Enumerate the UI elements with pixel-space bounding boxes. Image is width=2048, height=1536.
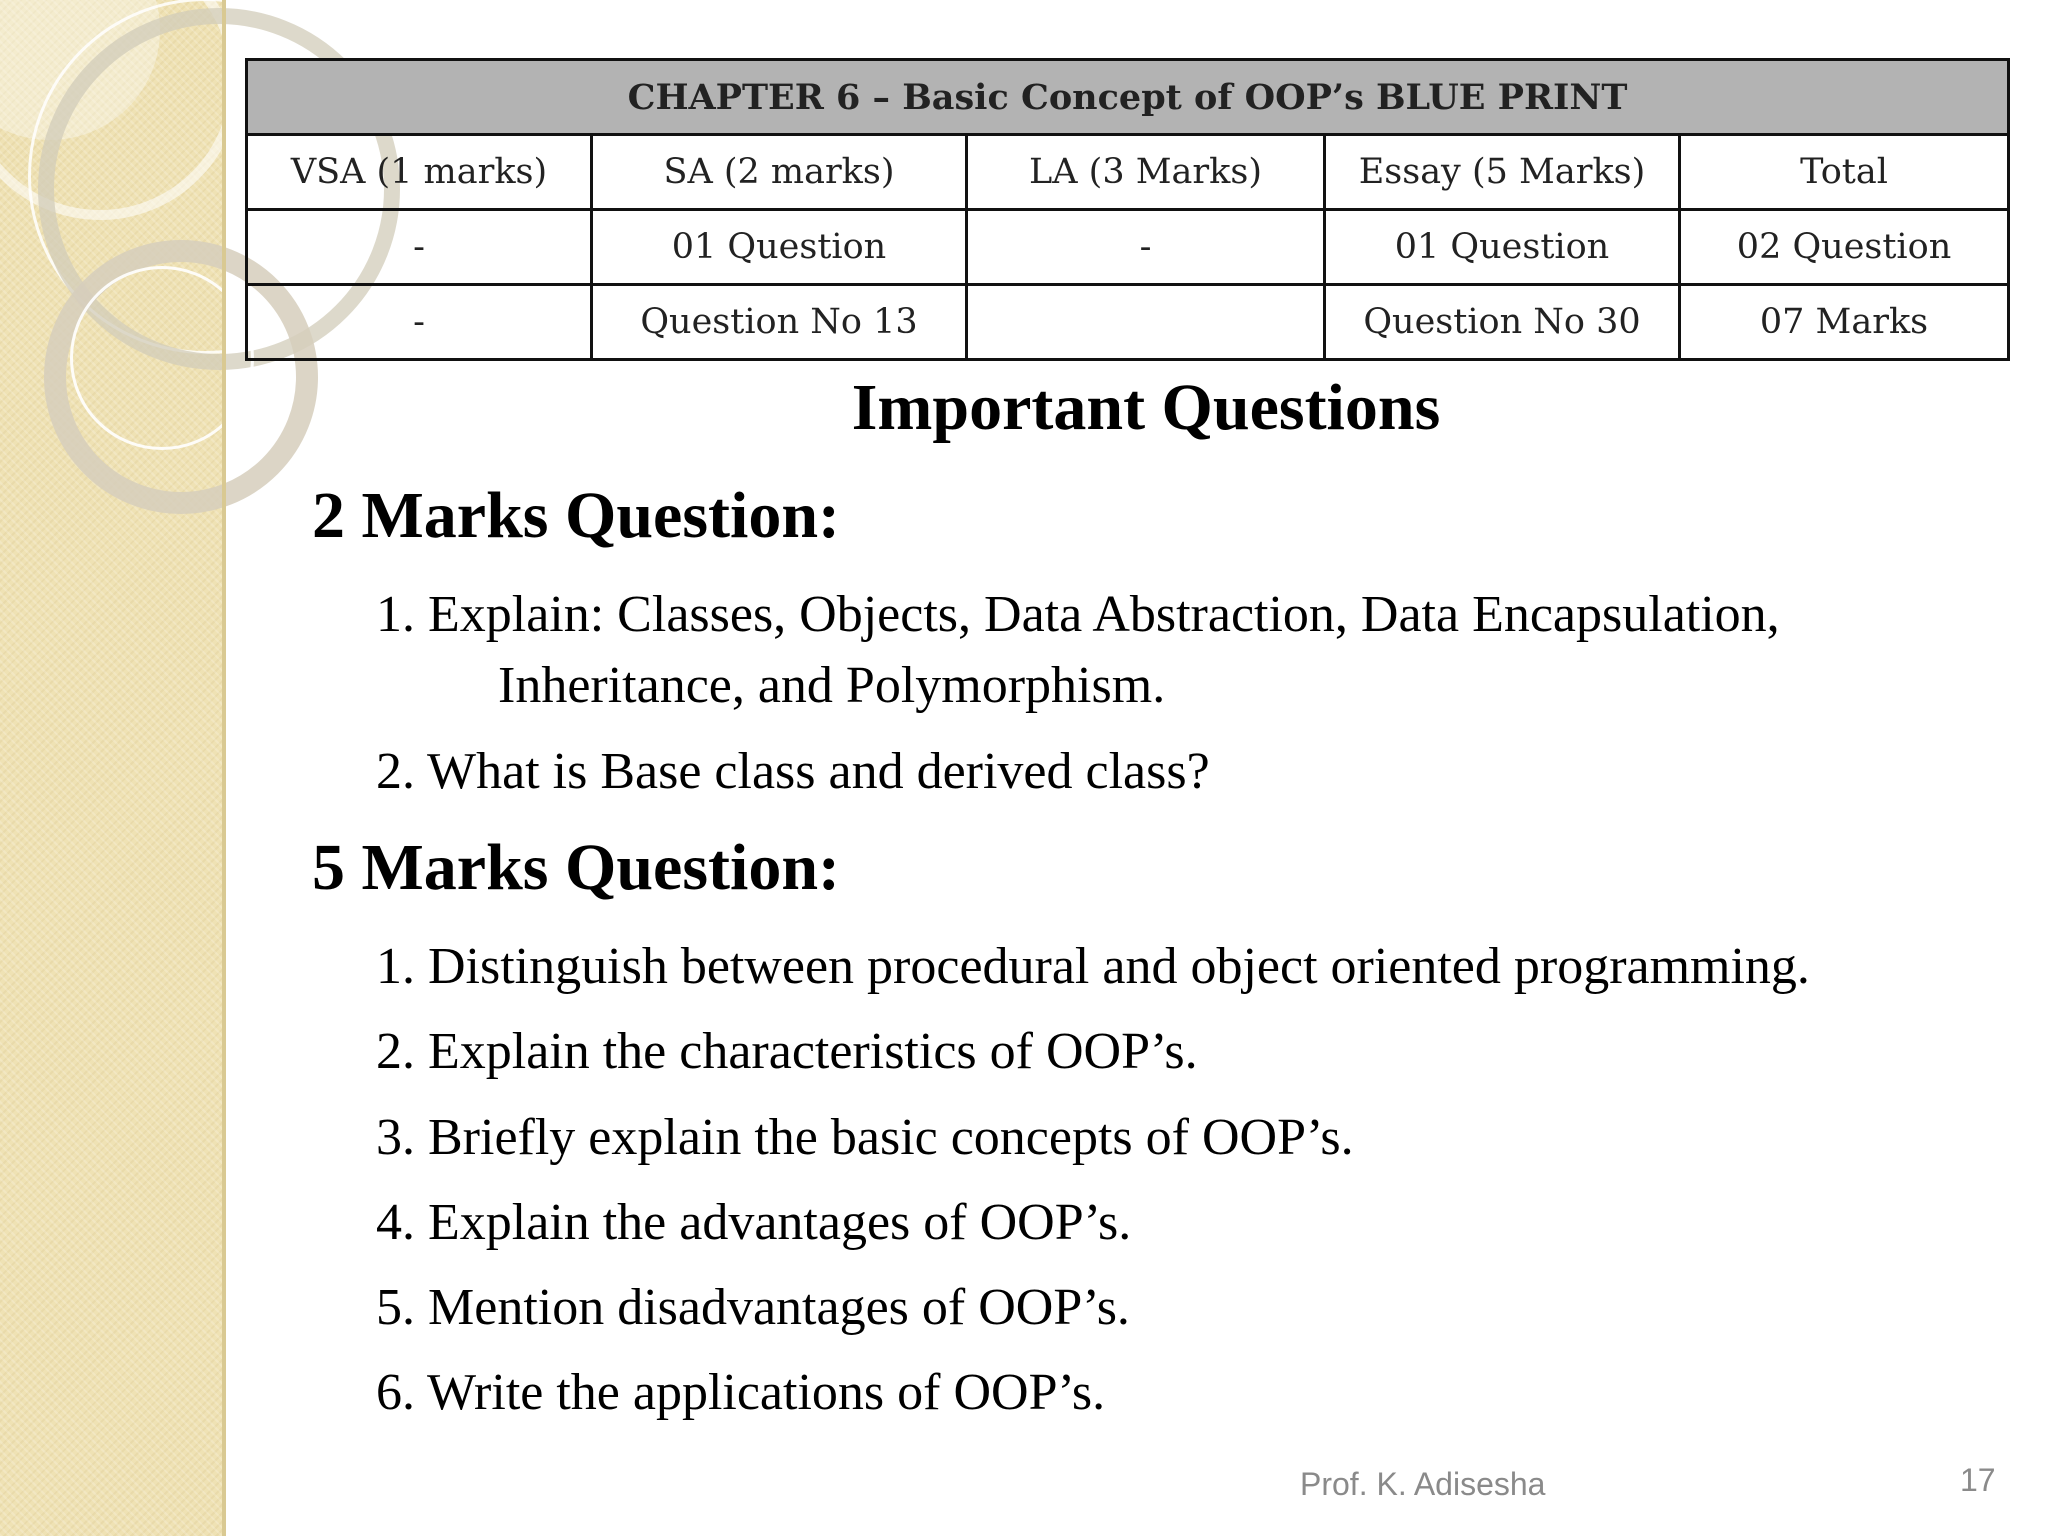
question-item: 4. Explain the advantages of OOP’s.	[376, 1194, 1132, 1251]
blueprint-title-row	[247, 60, 2009, 135]
table-cell: -	[967, 210, 1325, 285]
table-row	[247, 210, 2009, 285]
blueprint-header-row	[247, 135, 2009, 210]
side-band-edge	[222, 0, 226, 1536]
header-cell-vsa: VSA (1 marks)	[247, 135, 592, 210]
decorative-side-band	[0, 0, 226, 1536]
question-item: 2. Explain the characteristics of OOP’s.	[376, 1023, 1198, 1080]
question-item: 6. Write the applications of OOP’s.	[376, 1364, 1106, 1421]
five-marks-heading: 5 Marks Question:	[312, 831, 840, 904]
section-title: Important Questions	[851, 371, 1441, 444]
page-number: 17	[1960, 1462, 1996, 1498]
question-item: 5. Mention disadvantages of OOP’s.	[376, 1279, 1130, 1336]
header-cell-total: Total	[1680, 135, 2009, 210]
table-cell: Question No 30	[1325, 285, 1680, 360]
table-cell: 07 Marks	[1680, 285, 2009, 360]
question-item: 1. Explain: Classes, Objects, Data Abstraction, Data Encapsulation,	[376, 586, 1780, 643]
table-row	[247, 285, 2009, 360]
header-cell-la: LA (3 Marks)	[967, 135, 1325, 210]
table-cell: 02 Question	[1680, 210, 2009, 285]
header-cell-essay: Essay (5 Marks)	[1325, 135, 1680, 210]
question-item-continuation: Inheritance, and Polymorphism.	[498, 657, 1166, 714]
table-cell: -	[247, 210, 592, 285]
table-cell	[967, 285, 1325, 360]
question-item: 2. What is Base class and derived class?	[376, 743, 1210, 800]
table-cell: Question No 13	[592, 285, 967, 360]
blueprint-table	[245, 58, 2010, 361]
decorative-ring	[70, 266, 254, 450]
table-cell: 01 Question	[1325, 210, 1680, 285]
question-item: 3. Briefly explain the basic concepts of OOP’s.	[376, 1109, 1354, 1166]
header-cell-sa: SA (2 marks)	[592, 135, 967, 210]
footer-author: Prof. K. Adisesha	[1300, 1466, 1546, 1502]
blueprint-title: CHAPTER 6 – Basic Concept of OOP’s BLUE PRINT	[247, 60, 2009, 135]
table-cell: -	[247, 285, 592, 360]
table-cell: 01 Question	[592, 210, 967, 285]
two-marks-heading: 2 Marks Question:	[312, 479, 840, 552]
question-item: 1. Distinguish between procedural and object oriented programming.	[376, 938, 1810, 995]
